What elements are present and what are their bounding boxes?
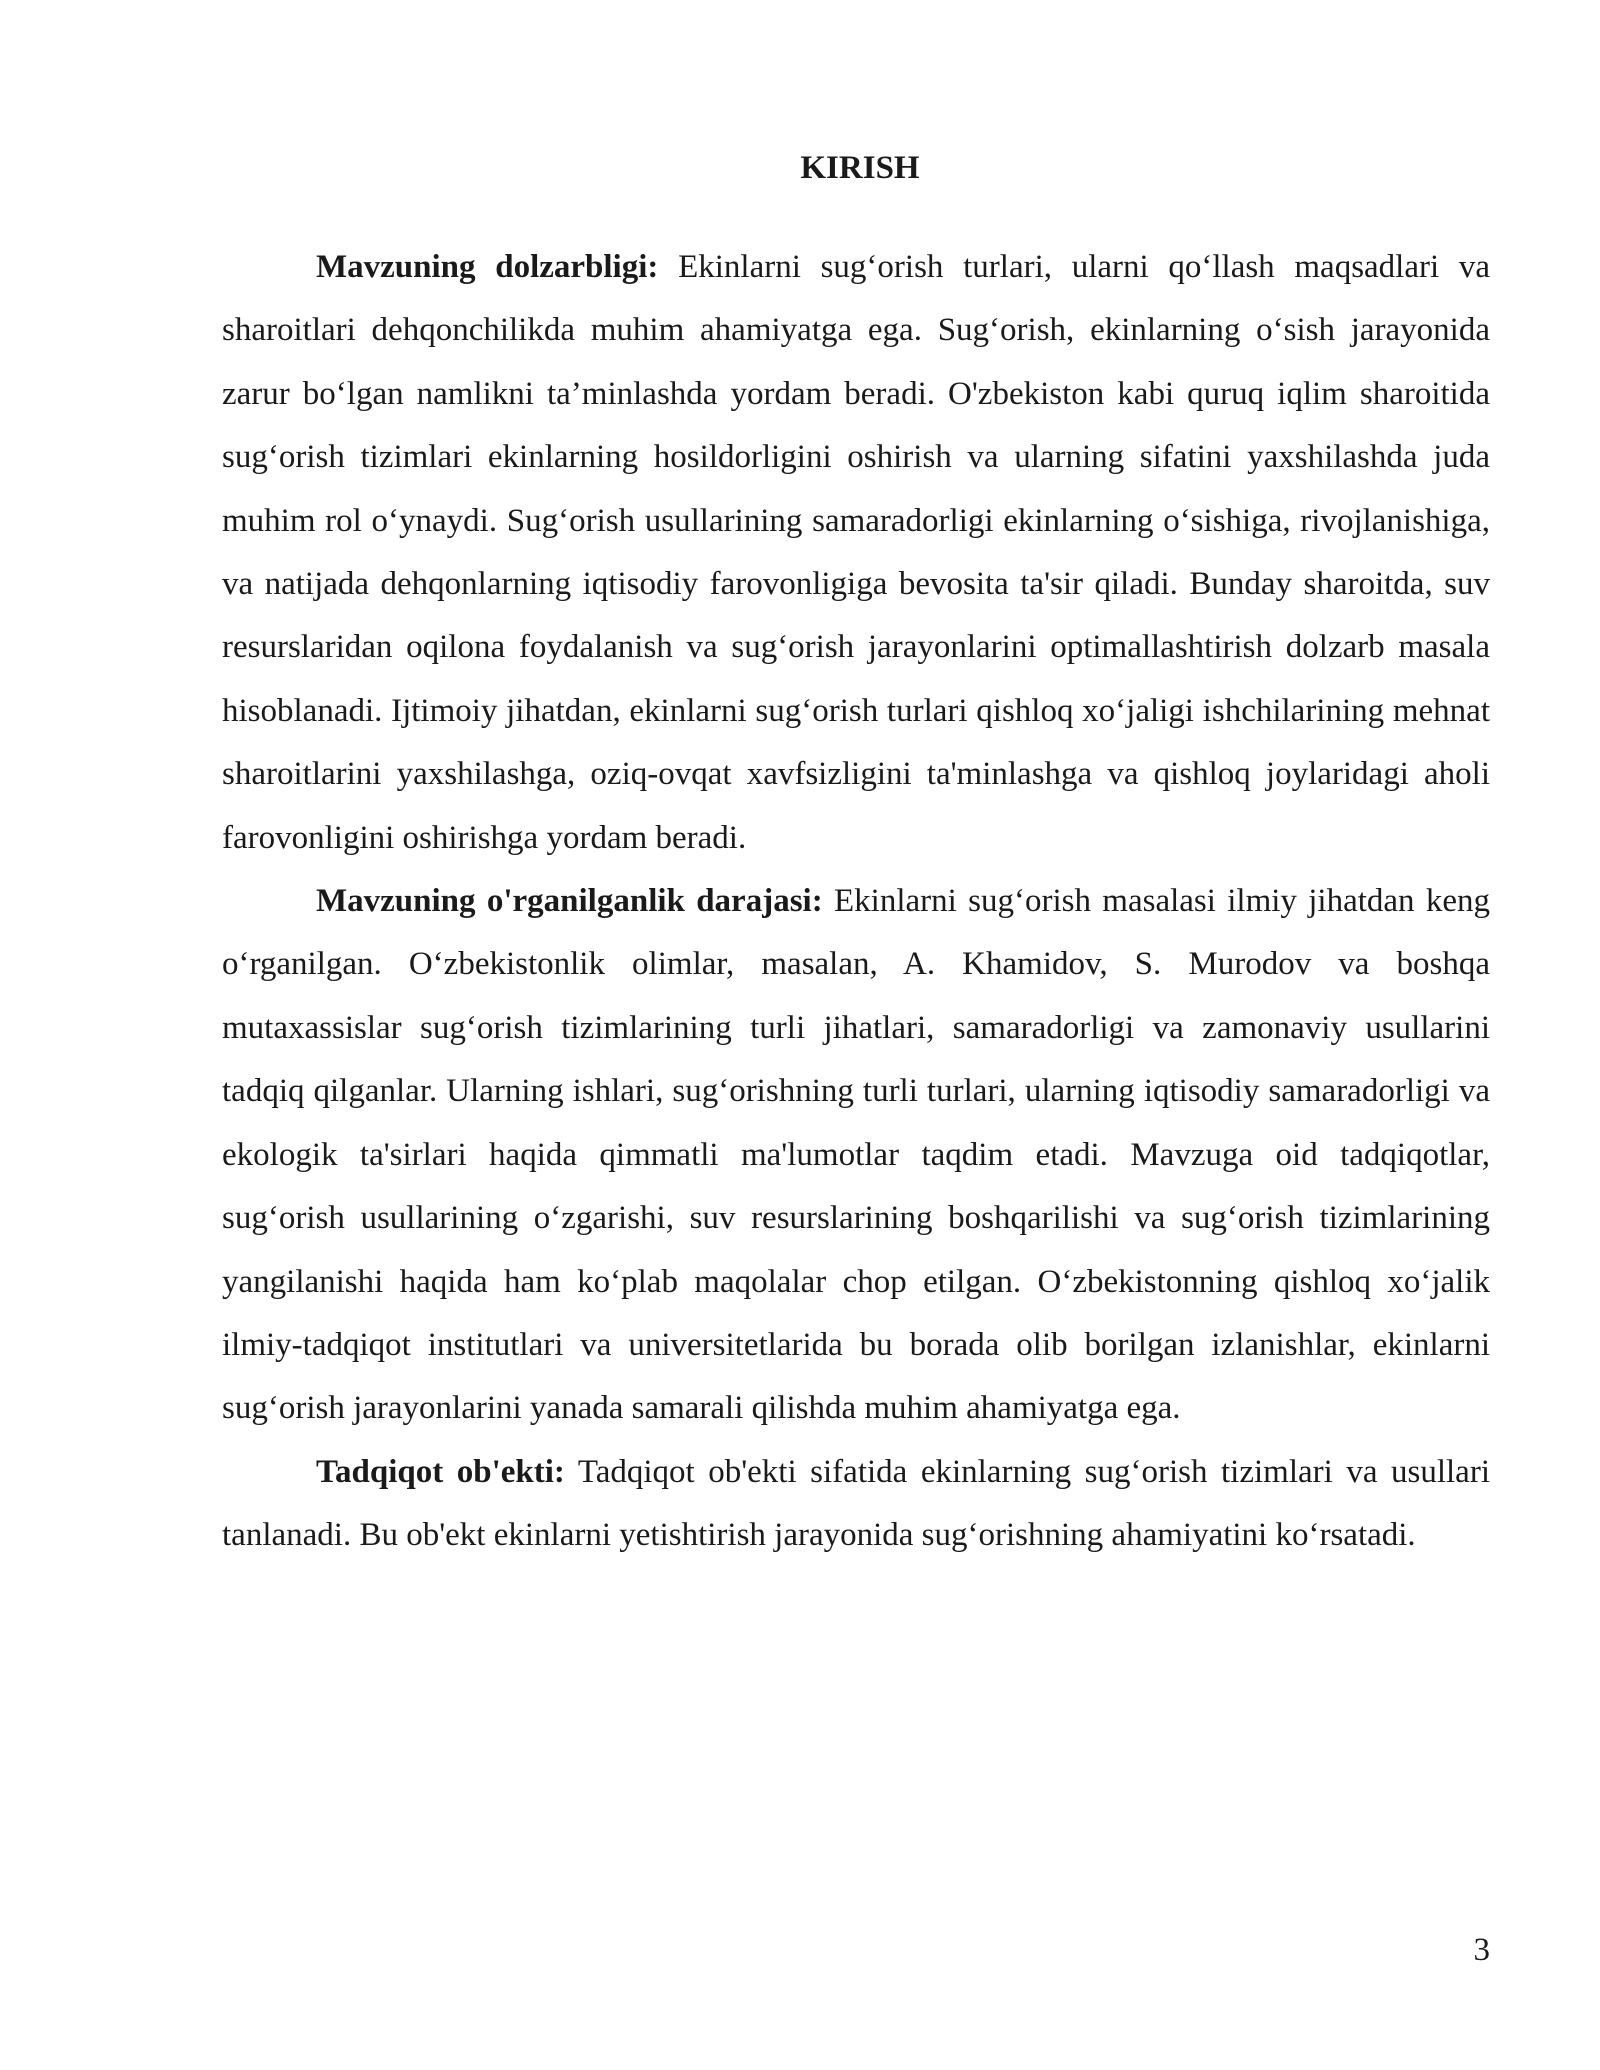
paragraph-text: Ekinlarni sug‘orish masalasi ilmiy jihatdan keng o‘rganilgan. O‘zbekistonlik olimlar, masalan, A. Khamidov, S. Murodov va boshqa mutaxassislar sug‘orish tizimlarining turli jihatlari, samaradorligi va zamonaviy usullarini tadqiq qilganlar. Ularning ishlari, sug‘orishning turli turlari, ularning iqtisodiy samaradorligi va ekologik ta'sirlari haqida qimmatli ma'lumotlar taqdim etadi. Mavzuga oid tadqiqotlar, sug‘orish usullarining o‘zgarishi, suv resurslarining boshqarilishi va sug‘orish tizimlarining yangilanishi haqida ham ko‘plab maqolalar chop etilgan. O‘zbekistonning qishloq xo‘jalik ilmiy-tadqiqot institutlari va universitetlarida bu borada olib borilgan izlanishlar, ekinlarni sug‘orish jarayonlarini yanada samarali qilishda muhim ahamiyatga ega.: [222, 883, 1490, 1427]
paragraph-relevance: [222, 236, 1490, 870]
paragraph-heading: Mavzuning o'rganilganlik darajasi:: [316, 883, 823, 920]
paragraph-research-object: [222, 1441, 1490, 1568]
paragraph-text: Tadqiqot ob'ekti sifatida ekinlarning sug‘orish tizimlari va usullari tanlanadi. Bu ob'ekt ekinlarni yetishtirish jarayonida sug‘orishning ahamiyatini ko‘rsatadi.: [222, 1453, 1490, 1554]
page-title: KIRISH: [800, 150, 920, 186]
paragraph-heading: Tadqiqot ob'ekti:: [316, 1453, 565, 1490]
page-number: 3: [1473, 1932, 1490, 1968]
document-body: [222, 236, 1490, 1568]
paragraph-heading: Mavzuning dolzarbligi:: [316, 249, 659, 285]
paragraph-study-level: [222, 870, 1490, 1441]
paragraph-text: Ekinlarni sug‘orish turlari, ularni qo‘llash maqsadlari va sharoitlari dehqonchilikda muhim ahamiyatga ega. Sug‘orish, ekinlarning o‘sish jarayonida zarur bo‘lgan namlikni ta’minlashda yordam beradi. O'zbekiston kabi quruq iqlim sharoitida sug‘orish tizimlari ekinlarning hosildorligini oshirish va ularning sifatini yaxshilashda juda muhim rol o‘ynaydi. Sug‘orish usullarining samaradorligi ekinlarning o‘sishiga, rivojlanishiga, va natijada dehqonlarning iqtisodiy farovonligiga bevosita ta'sir qiladi. Bunday sharoitda, suv resurslaridan oqilona foydalanish va sug‘orish jarayonlarini optimallashtirish dolzarb masala hisoblanadi. Ijtimoiy jihatdan, ekinlarni sug‘orish turlari qishloq xo‘jaligi ishchilarining mehnat sharoitlarini yaxshilashga, oziq-ovqat xavfsizligini ta'minlashga va qishloq joylaridagi aholi farovonligini oshirishga yordam beradi.: [222, 249, 1490, 856]
